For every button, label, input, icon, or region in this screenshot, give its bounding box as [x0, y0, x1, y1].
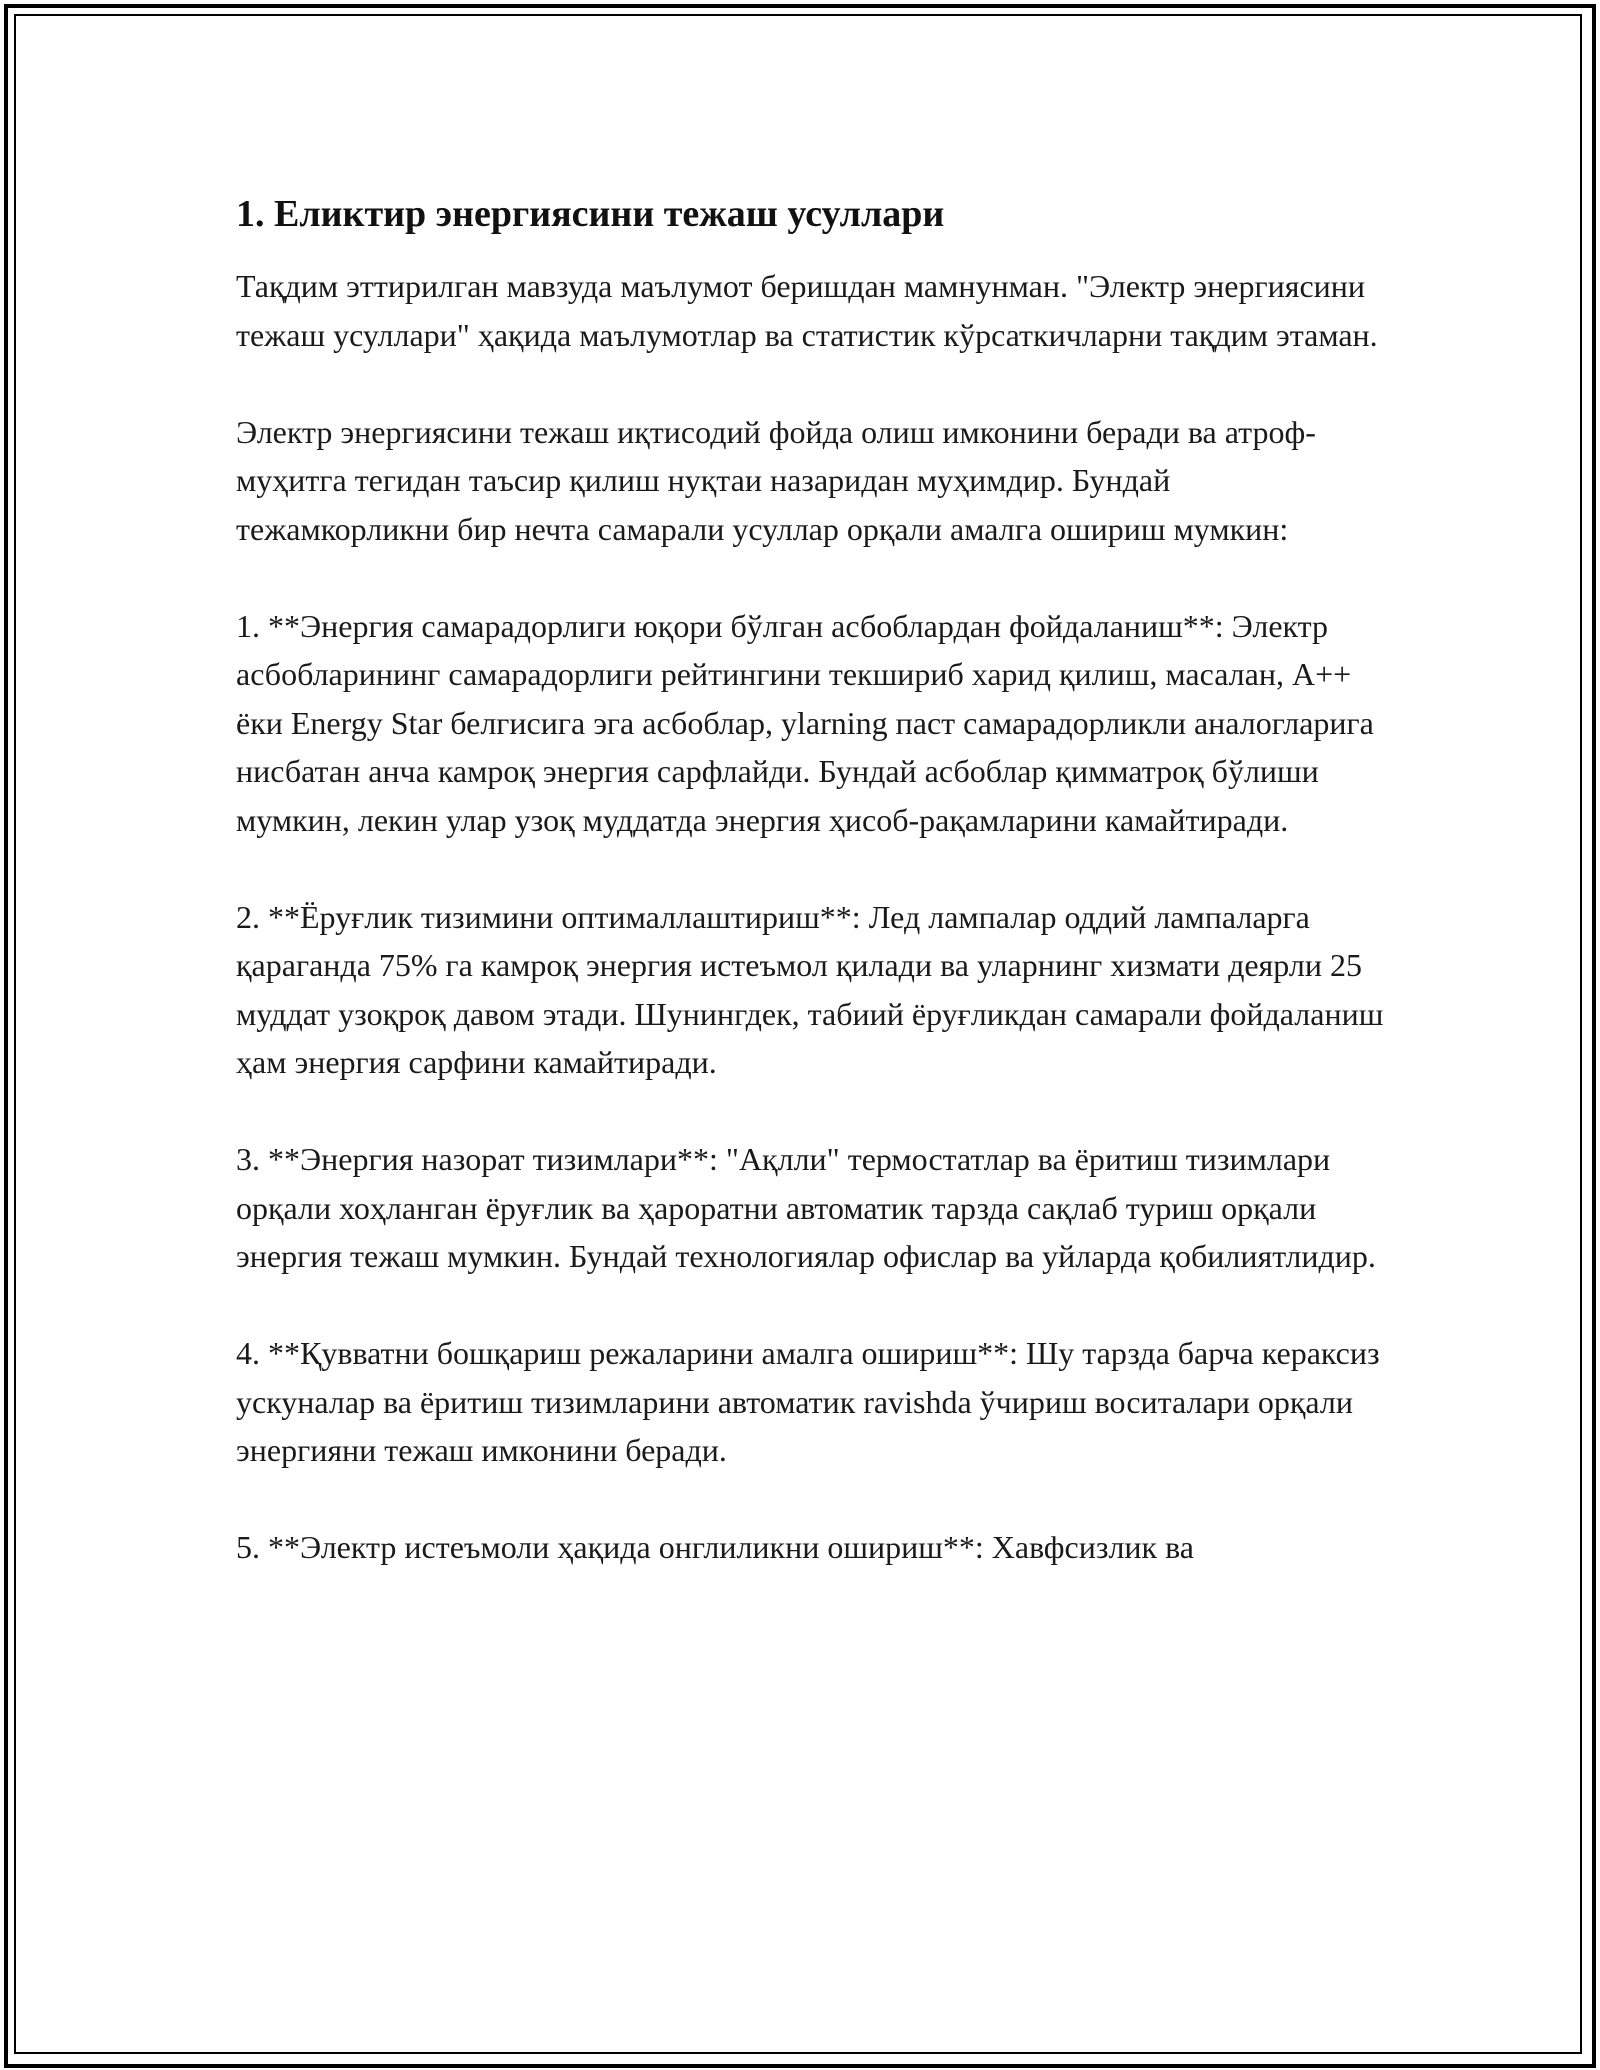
overview-paragraph: Электр энергиясини тежаш иқтисодий фойда олиш имконини беради ва атроф-муҳитга тегидан таъсир қилиш нуқтаи назаридан муҳимдир. Бундай тежамкорликни бир нечта самарали усуллар орқали амалга ошириш мумкин: — [236, 413, 1316, 547]
list-item-3-paragraph: 3. **Энергия назорат тизимлари**: "Ақлли" термостатлар ва ёритиш тизимлари орқали хоҳланган ёруғлик ва ҳароратни автоматик тарзда сақлаб туриш орқали энергия тежаш мумкин. Бундай технологиялар офислар ва уйларда қобилиятлидир. — [236, 1141, 1376, 1274]
list-item-1-paragraph: 1. **Энергия самарадорлиги юқори бўлган асбоблардан фойдаланиш**: Электр асбобларининг самарадорлиги рейтингини текшириб харид қилиш, масалан, A++ ёки Energy Star белгисига эга асбоблар, ylarning паст самарадорликли аналогларига нисбатан анча камроқ энергия сарфлайди. Бундай асбоблар қимматроқ бўлиши мумкин, лекин улар узоқ муддатда энергия ҳисоб-рақамларини камайтиради. — [236, 607, 1374, 838]
document-body — [236, 186, 1386, 1620]
document-title: 1. Еликтир энергиясини тежаш усуллари — [236, 193, 945, 235]
list-item-2-paragraph: 2. **Ёруғлик тизимини оптималлаштириш**: Лед лампалар оддий лампаларга қараганда 75% га камроқ энергия истеъмол қилади ва уларнинг хизмати деярли 25 муддат узоқроқ давом этади. Шунингдек, табиий ёруғликдан самарали фойдаланиш ҳам энергия сарфини камайтиради. — [236, 898, 1384, 1080]
list-item-4-paragraph: 4. **Қувватни бошқариш режаларини амалга ошириш**: Шу тарзда барча кераксиз ускуналар ва ёритиш тизимларини автоматик ravishda ўчириш воситалари орқали энергияни тежаш имконини беради. — [236, 1335, 1380, 1468]
intro-paragraph: Тақдим эттирилган мавзуда маълумот беришдан мамнунман. "Электр энергиясини тежаш усуллари" ҳақида маълумотлар ва статистик кўрсаткичларни тақдим этаман. — [236, 268, 1378, 353]
list-item-5-paragraph: 5. **Электр истеъмоли ҳақида онглиликни ошириш**: Хавфсизлик ва — [236, 1529, 1194, 1565]
